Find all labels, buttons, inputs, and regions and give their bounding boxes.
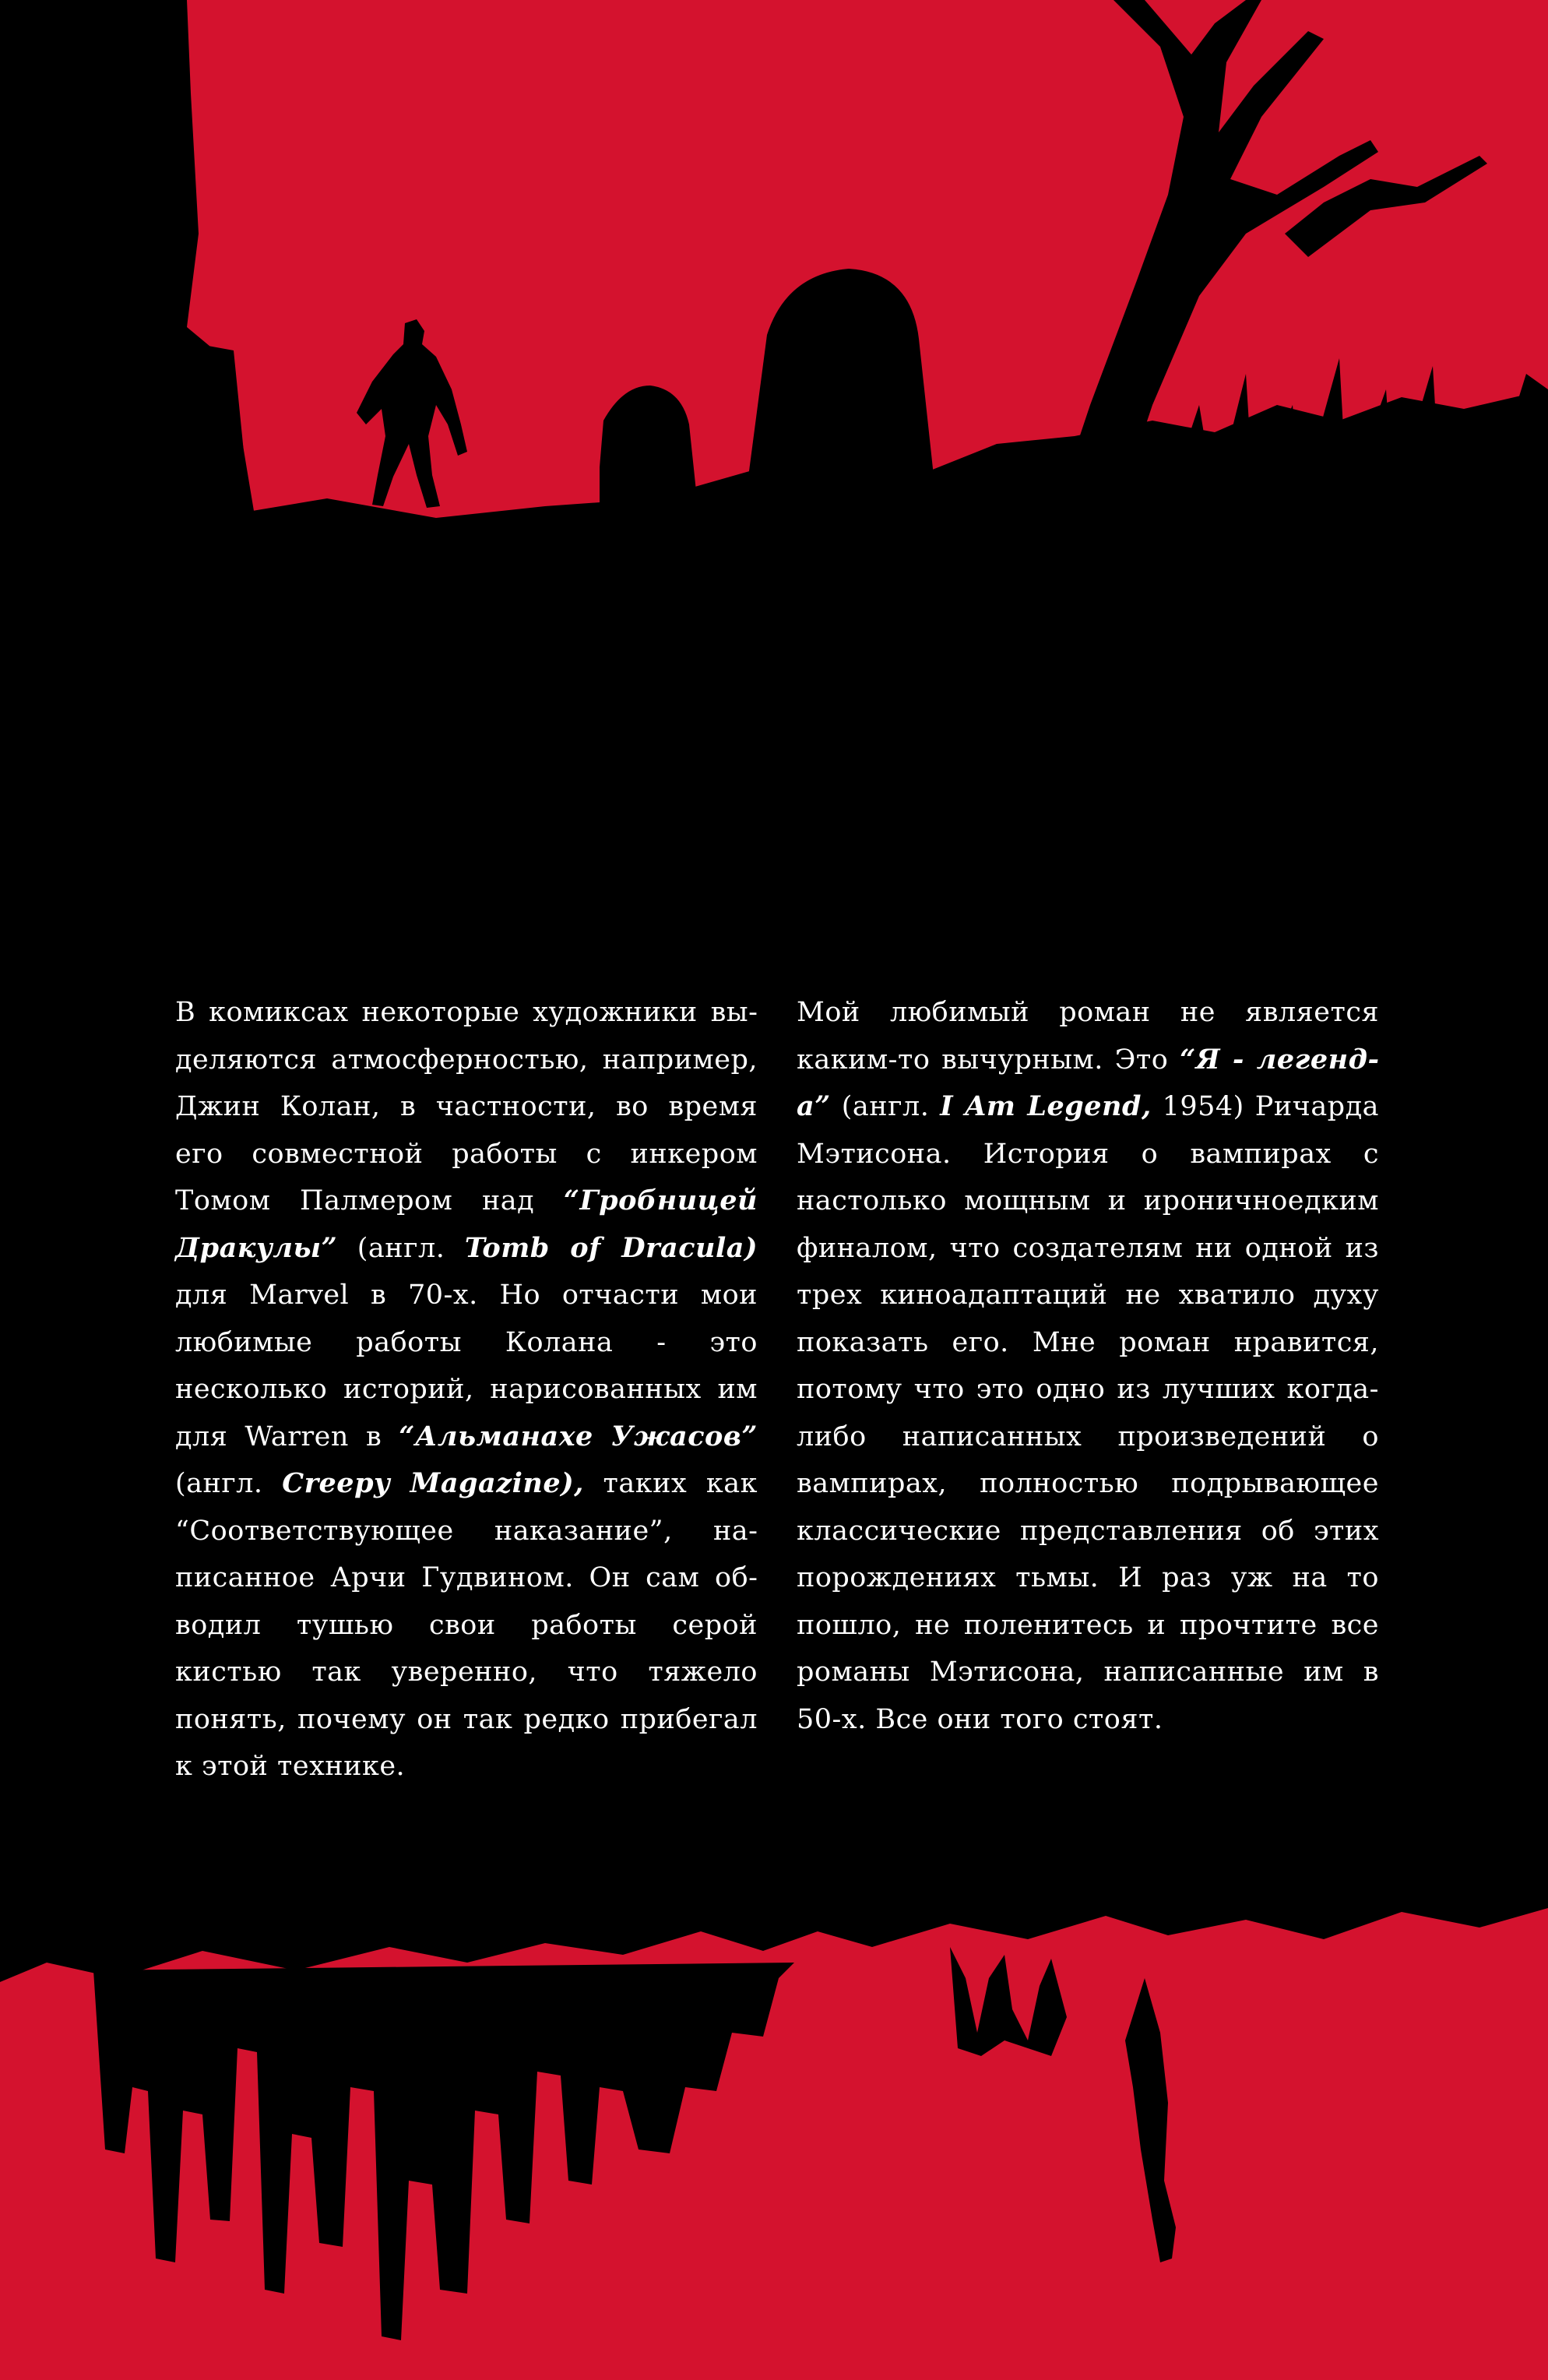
article-text [175, 989, 1379, 1830]
left-column [175, 989, 758, 1830]
right-paragraph [797, 989, 1379, 1743]
left-text-3: для Marvel в 70-х. Но отчасти мои любимые работы Колана - это несколько историй, нарисованных им для Warren в [175, 1280, 758, 1452]
title-i-am-legend-en: I Am Legend, [940, 1090, 1152, 1122]
right-text-1: Мой любимый роман не является каким-то вычурным. Это [797, 997, 1379, 1076]
title-tomb-of-dracula-ru: “Гробницей Дракулы” [175, 1185, 758, 1264]
title-creepy-en: Creepy Magazine), [282, 1467, 584, 1499]
right-column [797, 989, 1379, 1830]
right-text-2: (англ. [830, 1091, 941, 1122]
left-text-5: таких как “Соответствующее наказание”, написанное Арчи Гудвином. Он сам обводил тушью свои работы серой кистью так уверенно, что тяжело понять, почему он так редко прибегал к этой технике. [175, 1468, 758, 1782]
left-text-1: В комиксах некоторые художники выделяются атмосферностью, например, Джин Колан, в частности, во время его совместной работы с инкером Томом Палмером над [175, 997, 758, 1216]
left-paragraph [175, 989, 758, 1790]
title-creepy-ru: “Альманахе Ужасов” [399, 1420, 758, 1452]
title-tomb-of-dracula-en: Tomb of Dracula) [464, 1231, 758, 1264]
bottom-inverted-illustration [0, 1854, 1548, 2380]
title-i-am-legend-ru: “Я - легенда” [797, 1043, 1379, 1122]
top-graveyard-illustration [0, 0, 1548, 857]
right-text-3: 1954) Ричарда Мэтисона. История о вампирах с настолько мощным и ироничноедким финалом, что создателям ни одной из трех киноадаптаций не хватило духу показать его. Мне роман нравится, потому что это одно из лучших когда-либо написанных произведений о вампирах, полностью подрывающее классические представления об этих порождениях тьмы. И раз уж на то пошло, не поленитесь и прочтите все романы Мэтисона, написанные им в 50-х. Все они того стоят. [797, 1091, 1380, 1735]
left-text-4: (англ. [175, 1468, 283, 1499]
left-text-2: (англ. [337, 1232, 465, 1264]
